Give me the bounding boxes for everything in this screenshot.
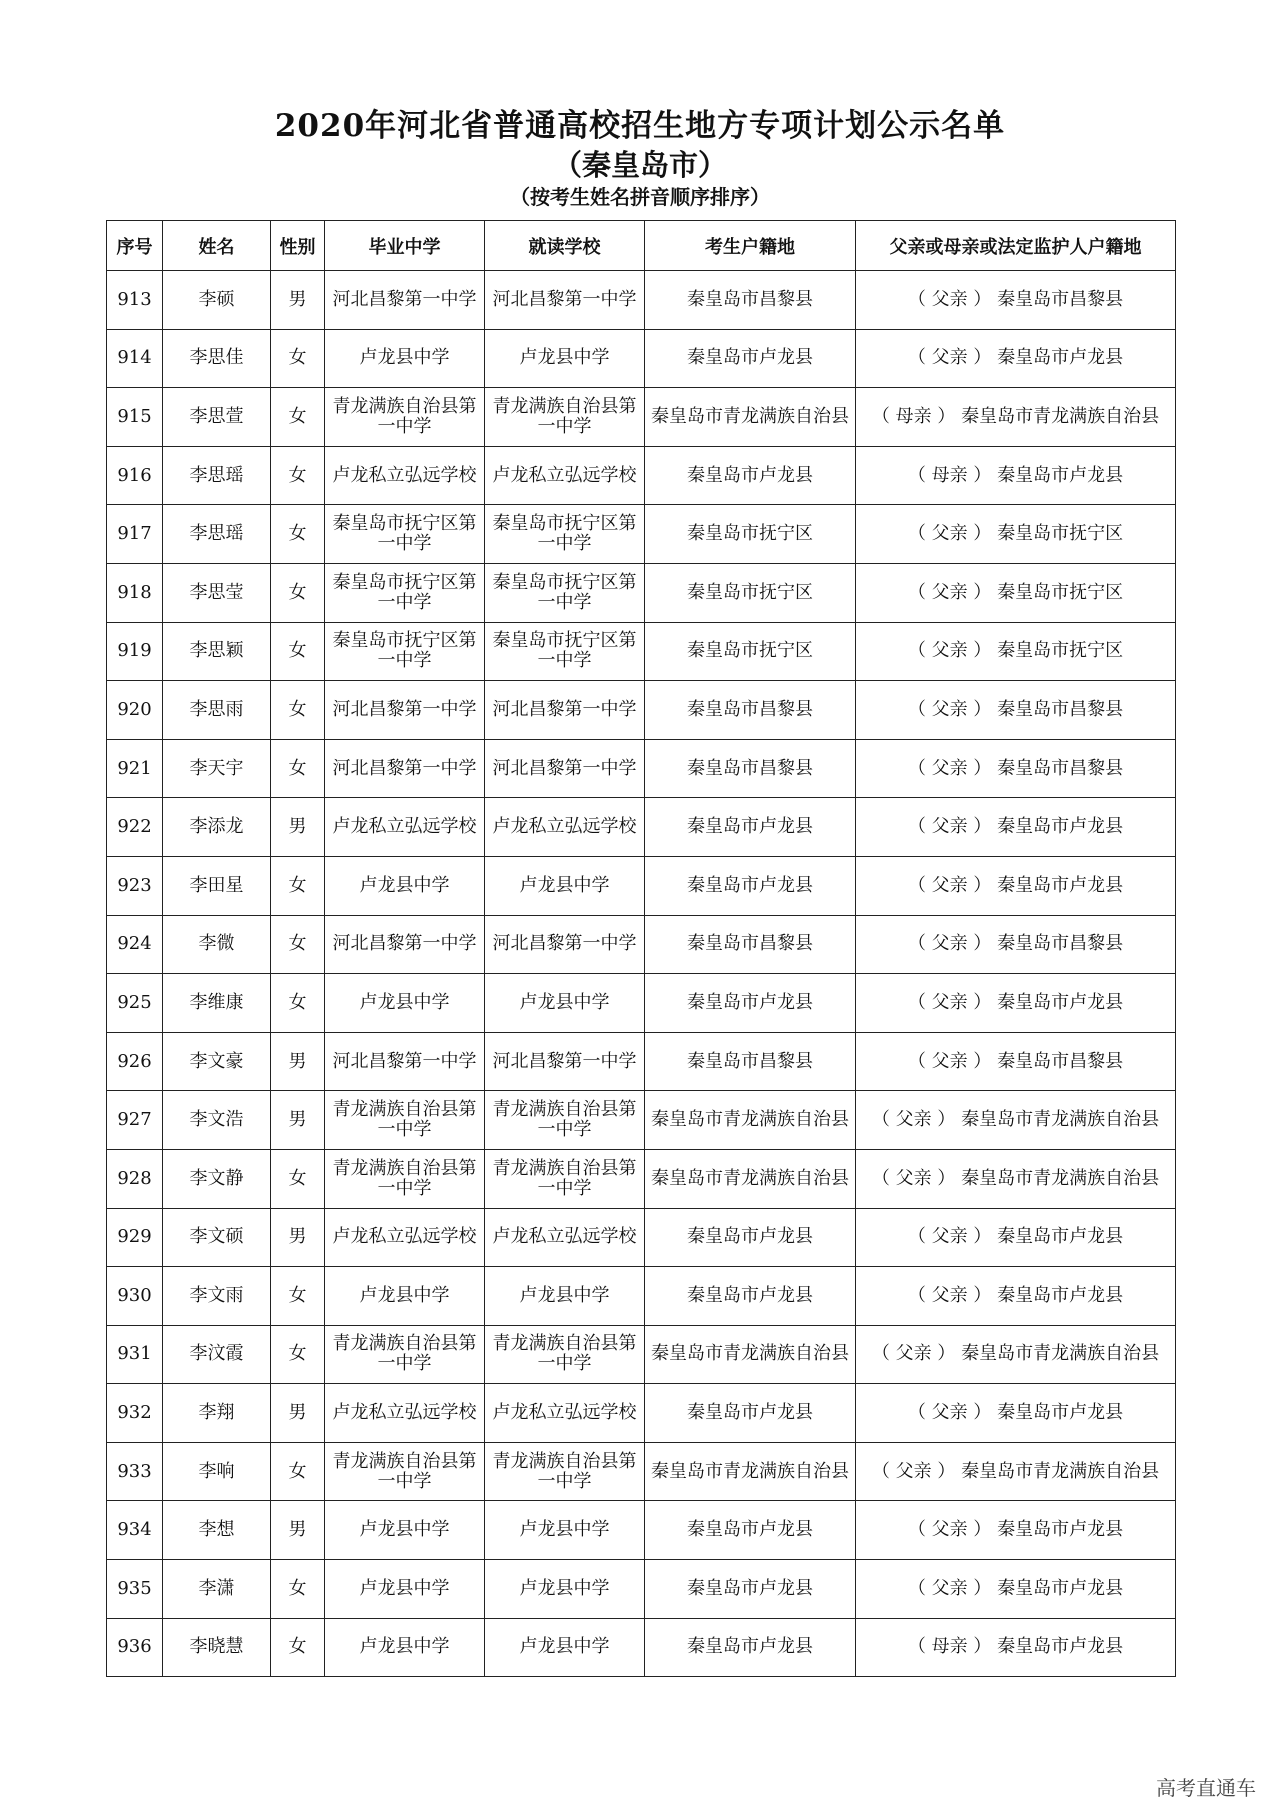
cell-gender: 女 <box>271 856 325 915</box>
cell-current-school: 秦皇岛市抚宁区第一中学 <box>485 563 645 622</box>
cell-current-school: 卢龙县中学 <box>485 974 645 1033</box>
cell-name: 李翔 <box>163 1384 271 1443</box>
cell-current-school: 卢龙县中学 <box>485 1618 645 1677</box>
cell-guardian-hukou: （ 父亲 ） 秦皇岛市卢龙县 <box>856 1208 1176 1267</box>
cell-gender: 女 <box>271 1325 325 1384</box>
cell-graduated-school: 河北昌黎第一中学 <box>325 1032 485 1091</box>
sort-note: （按考生姓名拼音顺序排序） <box>510 185 770 209</box>
table-row <box>107 1091 1176 1150</box>
table-row <box>107 1618 1176 1677</box>
cell-graduated-school: 河北昌黎第一中学 <box>325 739 485 798</box>
cell-student-hukou: 秦皇岛市卢龙县 <box>645 1384 856 1443</box>
cell-student-hukou: 秦皇岛市青龙满族自治县 <box>645 1442 856 1501</box>
table-row <box>107 739 1176 798</box>
cell-gender: 女 <box>271 1618 325 1677</box>
cell-guardian-hukou: （ 父亲 ） 秦皇岛市青龙满族自治县 <box>856 1442 1176 1501</box>
header-index: 序号 <box>107 221 163 271</box>
cell-name: 李思瑶 <box>163 505 271 564</box>
cell-gender: 女 <box>271 915 325 974</box>
cell-graduated-school: 卢龙县中学 <box>325 1560 485 1619</box>
cell-gender: 男 <box>271 271 325 330</box>
cell-student-hukou: 秦皇岛市卢龙县 <box>645 1208 856 1267</box>
cell-current-school: 河北昌黎第一中学 <box>485 681 645 740</box>
cell-gender: 女 <box>271 1267 325 1326</box>
cell-name: 李想 <box>163 1501 271 1560</box>
cell-index: 915 <box>107 388 163 447</box>
cell-graduated-school: 卢龙私立弘远学校 <box>325 1384 485 1443</box>
table-row <box>107 1267 1176 1326</box>
cell-student-hukou: 秦皇岛市卢龙县 <box>645 1560 856 1619</box>
cell-name: 李田星 <box>163 856 271 915</box>
table-row <box>107 1325 1176 1384</box>
cell-current-school: 青龙满族自治县第一中学 <box>485 388 645 447</box>
table-row <box>107 563 1176 622</box>
header-student-hukou: 考生户籍地 <box>645 221 856 271</box>
cell-graduated-school: 卢龙私立弘远学校 <box>325 446 485 505</box>
cell-index: 916 <box>107 446 163 505</box>
cell-gender: 女 <box>271 563 325 622</box>
cell-student-hukou: 秦皇岛市卢龙县 <box>645 798 856 857</box>
cell-graduated-school: 卢龙私立弘远学校 <box>325 798 485 857</box>
cell-name: 李汶霞 <box>163 1325 271 1384</box>
cell-gender: 女 <box>271 505 325 564</box>
cell-student-hukou: 秦皇岛市昌黎县 <box>645 739 856 798</box>
cell-student-hukou: 秦皇岛市青龙满族自治县 <box>645 1325 856 1384</box>
cell-graduated-school: 卢龙县中学 <box>325 1267 485 1326</box>
cell-graduated-school: 河北昌黎第一中学 <box>325 271 485 330</box>
cell-index: 927 <box>107 1091 163 1150</box>
cell-guardian-hukou: （ 父亲 ） 秦皇岛市青龙满族自治县 <box>856 1149 1176 1208</box>
cell-graduated-school: 秦皇岛市抚宁区第一中学 <box>325 563 485 622</box>
watermark: 高考直通车 <box>1156 1776 1256 1800</box>
table-row <box>107 388 1176 447</box>
cell-current-school: 河北昌黎第一中学 <box>485 1032 645 1091</box>
cell-index: 924 <box>107 915 163 974</box>
cell-index: 921 <box>107 739 163 798</box>
cell-name: 李潇 <box>163 1560 271 1619</box>
cell-gender: 女 <box>271 1560 325 1619</box>
table-row <box>107 271 1176 330</box>
cell-guardian-hukou: （ 父亲 ） 秦皇岛市卢龙县 <box>856 974 1176 1033</box>
cell-graduated-school: 秦皇岛市抚宁区第一中学 <box>325 622 485 681</box>
cell-student-hukou: 秦皇岛市卢龙县 <box>645 1618 856 1677</box>
cell-gender: 女 <box>271 1442 325 1501</box>
cell-gender: 女 <box>271 622 325 681</box>
cell-name: 李文静 <box>163 1149 271 1208</box>
cell-index: 918 <box>107 563 163 622</box>
cell-name: 李文雨 <box>163 1267 271 1326</box>
cell-current-school: 青龙满族自治县第一中学 <box>485 1091 645 1150</box>
cell-student-hukou: 秦皇岛市卢龙县 <box>645 974 856 1033</box>
table-row <box>107 915 1176 974</box>
cell-gender: 女 <box>271 681 325 740</box>
cell-name: 李维康 <box>163 974 271 1033</box>
table-row <box>107 1560 1176 1619</box>
cell-student-hukou: 秦皇岛市卢龙县 <box>645 329 856 388</box>
cell-index: 925 <box>107 974 163 1033</box>
cell-name: 李思莹 <box>163 563 271 622</box>
cell-guardian-hukou: （ 父亲 ） 秦皇岛市卢龙县 <box>856 1384 1176 1443</box>
cell-current-school: 青龙满族自治县第一中学 <box>485 1149 645 1208</box>
cell-student-hukou: 秦皇岛市昌黎县 <box>645 271 856 330</box>
cell-guardian-hukou: （ 父亲 ） 秦皇岛市卢龙县 <box>856 1560 1176 1619</box>
cell-student-hukou: 秦皇岛市昌黎县 <box>645 681 856 740</box>
cell-guardian-hukou: （ 父亲 ） 秦皇岛市卢龙县 <box>856 856 1176 915</box>
cell-index: 928 <box>107 1149 163 1208</box>
cell-index: 935 <box>107 1560 163 1619</box>
cell-graduated-school: 青龙满族自治县第一中学 <box>325 1442 485 1501</box>
cell-index: 931 <box>107 1325 163 1384</box>
cell-guardian-hukou: （ 父亲 ） 秦皇岛市昌黎县 <box>856 739 1176 798</box>
cell-name: 李思颖 <box>163 622 271 681</box>
table-row <box>107 1032 1176 1091</box>
cell-current-school: 秦皇岛市抚宁区第一中学 <box>485 505 645 564</box>
header-current-school: 就读学校 <box>485 221 645 271</box>
cell-guardian-hukou: （ 父亲 ） 秦皇岛市青龙满族自治县 <box>856 1325 1176 1384</box>
cell-graduated-school: 卢龙私立弘远学校 <box>325 1208 485 1267</box>
cell-guardian-hukou: （ 父亲 ） 秦皇岛市卢龙县 <box>856 329 1176 388</box>
cell-student-hukou: 秦皇岛市抚宁区 <box>645 622 856 681</box>
cell-current-school: 卢龙私立弘远学校 <box>485 1208 645 1267</box>
cell-current-school: 卢龙县中学 <box>485 1267 645 1326</box>
cell-student-hukou: 秦皇岛市昌黎县 <box>645 915 856 974</box>
cell-guardian-hukou: （ 父亲 ） 秦皇岛市抚宁区 <box>856 622 1176 681</box>
cell-index: 913 <box>107 271 163 330</box>
table-row <box>107 446 1176 505</box>
cell-current-school: 卢龙私立弘远学校 <box>485 446 645 505</box>
cell-name: 李思瑶 <box>163 446 271 505</box>
cell-current-school: 秦皇岛市抚宁区第一中学 <box>485 622 645 681</box>
table-row <box>107 681 1176 740</box>
cell-guardian-hukou: （ 父亲 ） 秦皇岛市昌黎县 <box>856 681 1176 740</box>
cell-name: 李思佳 <box>163 329 271 388</box>
cell-name: 李硕 <box>163 271 271 330</box>
cell-gender: 女 <box>271 446 325 505</box>
cell-guardian-hukou: （ 母亲 ） 秦皇岛市卢龙县 <box>856 1618 1176 1677</box>
table-header-row <box>107 221 1176 271</box>
cell-index: 932 <box>107 1384 163 1443</box>
cell-student-hukou: 秦皇岛市昌黎县 <box>645 1032 856 1091</box>
cell-name: 李文浩 <box>163 1091 271 1150</box>
cell-gender: 男 <box>271 1501 325 1560</box>
cell-graduated-school: 卢龙县中学 <box>325 329 485 388</box>
cell-graduated-school: 卢龙县中学 <box>325 856 485 915</box>
cell-student-hukou: 秦皇岛市青龙满族自治县 <box>645 1091 856 1150</box>
cell-current-school: 青龙满族自治县第一中学 <box>485 1325 645 1384</box>
cell-gender: 女 <box>271 1149 325 1208</box>
table-row <box>107 1208 1176 1267</box>
cell-index: 936 <box>107 1618 163 1677</box>
cell-index: 926 <box>107 1032 163 1091</box>
cell-graduated-school: 卢龙县中学 <box>325 1618 485 1677</box>
cell-index: 919 <box>107 622 163 681</box>
cell-current-school: 卢龙县中学 <box>485 856 645 915</box>
cell-student-hukou: 秦皇岛市青龙满族自治县 <box>645 388 856 447</box>
cell-current-school: 河北昌黎第一中学 <box>485 271 645 330</box>
cell-gender: 男 <box>271 1208 325 1267</box>
cell-gender: 女 <box>271 329 325 388</box>
cell-graduated-school: 青龙满族自治县第一中学 <box>325 1325 485 1384</box>
cell-guardian-hukou: （ 父亲 ） 秦皇岛市卢龙县 <box>856 1267 1176 1326</box>
cell-index: 930 <box>107 1267 163 1326</box>
cell-index: 917 <box>107 505 163 564</box>
header-name: 姓名 <box>163 221 271 271</box>
cell-gender: 男 <box>271 1091 325 1150</box>
header-guardian-hukou: 父亲或母亲或法定监护人户籍地 <box>856 221 1176 271</box>
roster-table <box>106 220 1176 1677</box>
cell-name: 李响 <box>163 1442 271 1501</box>
cell-student-hukou: 秦皇岛市抚宁区 <box>645 505 856 564</box>
table-body <box>107 271 1176 1677</box>
cell-graduated-school: 河北昌黎第一中学 <box>325 681 485 740</box>
cell-name: 李文豪 <box>163 1032 271 1091</box>
cell-name: 李文硕 <box>163 1208 271 1267</box>
cell-guardian-hukou: （ 父亲 ） 秦皇岛市昌黎县 <box>856 915 1176 974</box>
page-subtitle: （秦皇岛市） <box>552 148 727 182</box>
cell-current-school: 河北昌黎第一中学 <box>485 915 645 974</box>
cell-graduated-school: 青龙满族自治县第一中学 <box>325 388 485 447</box>
cell-graduated-school: 秦皇岛市抚宁区第一中学 <box>325 505 485 564</box>
cell-index: 922 <box>107 798 163 857</box>
cell-graduated-school: 卢龙县中学 <box>325 1501 485 1560</box>
cell-index: 920 <box>107 681 163 740</box>
cell-guardian-hukou: （ 母亲 ） 秦皇岛市卢龙县 <box>856 446 1176 505</box>
table-row <box>107 329 1176 388</box>
cell-gender: 女 <box>271 388 325 447</box>
cell-graduated-school: 青龙满族自治县第一中学 <box>325 1149 485 1208</box>
cell-student-hukou: 秦皇岛市卢龙县 <box>645 1267 856 1326</box>
cell-graduated-school: 卢龙县中学 <box>325 974 485 1033</box>
cell-student-hukou: 秦皇岛市卢龙县 <box>645 446 856 505</box>
cell-student-hukou: 秦皇岛市青龙满族自治县 <box>645 1149 856 1208</box>
cell-name: 李思萱 <box>163 388 271 447</box>
cell-name: 李思雨 <box>163 681 271 740</box>
cell-guardian-hukou: （ 父亲 ） 秦皇岛市昌黎县 <box>856 271 1176 330</box>
cell-guardian-hukou: （ 母亲 ） 秦皇岛市青龙满族自治县 <box>856 388 1176 447</box>
table-row <box>107 1384 1176 1443</box>
cell-student-hukou: 秦皇岛市卢龙县 <box>645 856 856 915</box>
cell-gender: 男 <box>271 1032 325 1091</box>
table-row <box>107 1442 1176 1501</box>
header-gender: 性别 <box>271 221 325 271</box>
cell-index: 923 <box>107 856 163 915</box>
cell-guardian-hukou: （ 父亲 ） 秦皇岛市卢龙县 <box>856 1501 1176 1560</box>
cell-guardian-hukou: （ 父亲 ） 秦皇岛市抚宁区 <box>856 505 1176 564</box>
cell-guardian-hukou: （ 父亲 ） 秦皇岛市昌黎县 <box>856 1032 1176 1091</box>
cell-name: 李添龙 <box>163 798 271 857</box>
cell-student-hukou: 秦皇岛市卢龙县 <box>645 1501 856 1560</box>
cell-name: 李晓慧 <box>163 1618 271 1677</box>
table-row <box>107 974 1176 1033</box>
cell-graduated-school: 青龙满族自治县第一中学 <box>325 1091 485 1150</box>
cell-current-school: 卢龙县中学 <box>485 1560 645 1619</box>
cell-guardian-hukou: （ 父亲 ） 秦皇岛市青龙满族自治县 <box>856 1091 1176 1150</box>
cell-gender: 男 <box>271 1384 325 1443</box>
cell-gender: 女 <box>271 974 325 1033</box>
cell-index: 934 <box>107 1501 163 1560</box>
cell-index: 929 <box>107 1208 163 1267</box>
cell-index: 933 <box>107 1442 163 1501</box>
cell-current-school: 卢龙县中学 <box>485 1501 645 1560</box>
table-row <box>107 856 1176 915</box>
table-row <box>107 1149 1176 1208</box>
cell-student-hukou: 秦皇岛市抚宁区 <box>645 563 856 622</box>
cell-current-school: 卢龙县中学 <box>485 329 645 388</box>
cell-guardian-hukou: （ 父亲 ） 秦皇岛市卢龙县 <box>856 798 1176 857</box>
cell-name: 李微 <box>163 915 271 974</box>
table-row <box>107 1501 1176 1560</box>
cell-guardian-hukou: （ 父亲 ） 秦皇岛市抚宁区 <box>856 563 1176 622</box>
cell-gender: 女 <box>271 739 325 798</box>
cell-graduated-school: 河北昌黎第一中学 <box>325 915 485 974</box>
cell-index: 914 <box>107 329 163 388</box>
table-row <box>107 505 1176 564</box>
header-graduated-school: 毕业中学 <box>325 221 485 271</box>
table-row <box>107 798 1176 857</box>
cell-name: 李天宇 <box>163 739 271 798</box>
cell-current-school: 卢龙私立弘远学校 <box>485 1384 645 1443</box>
cell-current-school: 卢龙私立弘远学校 <box>485 798 645 857</box>
cell-gender: 男 <box>271 798 325 857</box>
table-row <box>107 622 1176 681</box>
cell-current-school: 河北昌黎第一中学 <box>485 739 645 798</box>
cell-current-school: 青龙满族自治县第一中学 <box>485 1442 645 1501</box>
page-title: 2020年河北省普通高校招生地方专项计划公示名单 <box>274 108 1006 144</box>
